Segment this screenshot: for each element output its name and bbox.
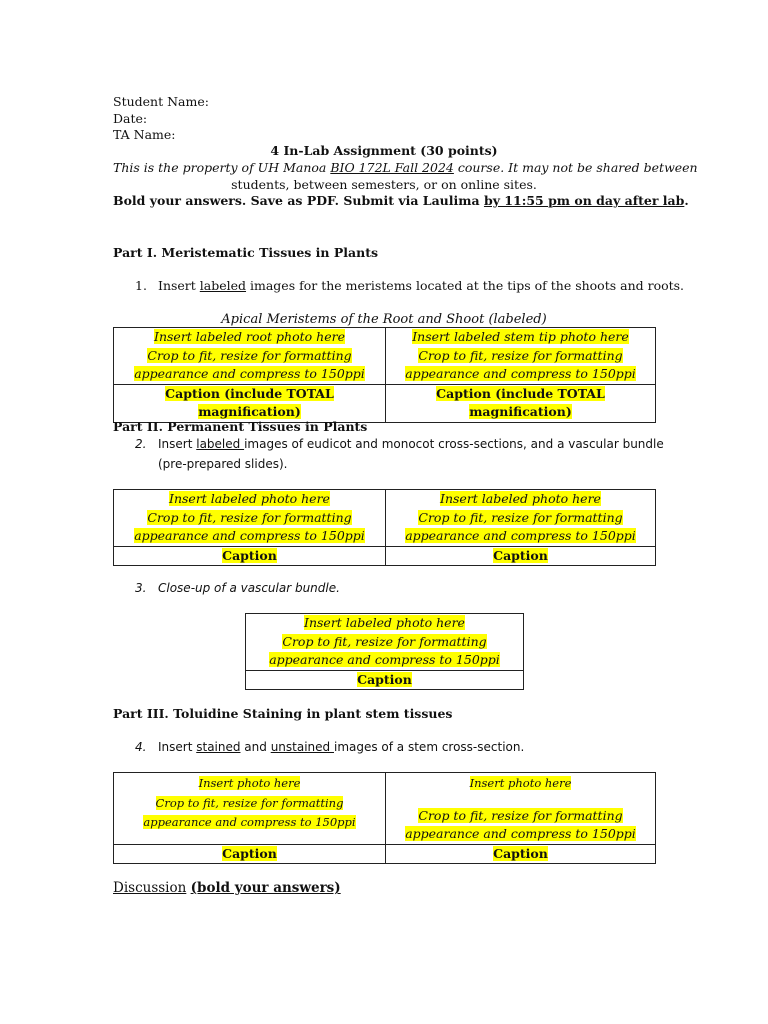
vascular-bundle-photo-cell[interactable]: Insert labeled photo here Crop to fit, resize for formatting appearance and compress to 150ppi [246,614,524,671]
unstained-caption-cell[interactable]: Caption [386,844,656,864]
part2-item2: 2. Insert labeled images of eudicot and monocot cross-sections, and a vascular bundle [135,437,664,451]
student-name-label: Student Name: [113,94,209,109]
part1-table-title: Apical Meristems of the Root and Shoot (labeled) [221,312,547,327]
part1-item1: 1. Insert labeled images for the meristems located at the tips of the shoots and roots. [135,278,685,293]
stem-tip-photo-cell[interactable]: Insert labeled stem tip photo here Crop to fit, resize for formatting appearance and compress to 150ppi [386,328,656,385]
part2-item3: 3. Close-up of a vascular bundle. [135,581,340,595]
discussion-heading: Discussion (bold your answers) [113,880,341,896]
assignment-title: 4 In-Lab Assignment (30 points) [270,143,498,158]
property-notice: This is the property of UH Manoa BIO 172L Fall 2024 course. It may not be shared between [113,160,698,175]
unstained-photo-cell[interactable]: Insert photo here Crop to fit, resize for formatting appearance and compress to 150ppi [386,773,656,845]
part3-heading: Part III. Toluidine Staining in plant stem tissues [113,706,453,721]
deadline: by 11:55 pm on day after lab [483,193,685,208]
property-notice-line2: students, between semesters, or on online sites. [231,177,537,192]
cross-section-photo-cell-left[interactable]: Insert labeled photo here Crop to fit, resize for formatting appearance and compress to 150ppi [114,490,386,547]
cross-section-caption-left[interactable]: Caption [114,546,386,566]
root-caption-cell[interactable]: Caption (include TOTAL magnification) [114,384,386,422]
part1-heading: Part I. Meristematic Tissues in Plants [113,245,379,260]
cross-section-caption-right[interactable]: Caption [386,546,656,566]
part2-photo-table [113,489,656,566]
root-photo-cell[interactable]: Insert labeled root photo here Crop to fit, resize for formatting appearance and compress to 150ppi [114,328,386,385]
ta-name-label: TA Name: [113,127,176,142]
vascular-bundle-table [245,613,524,690]
part2-heading: Part II. Permanent Tissues in Plants [113,419,368,434]
stained-caption-cell[interactable]: Caption [114,844,386,864]
course-name: BIO 172L Fall 2024 [330,160,454,175]
stained-photo-cell[interactable]: Insert photo here Crop to fit, resize for formatting appearance and compress to 150ppi [114,773,386,845]
part1-photo-table [113,327,656,423]
part2-item2-line2: (pre-prepared slides). [158,457,288,471]
part3-photo-table [113,772,656,864]
submission-instructions: Bold your answers. Save as PDF. Submit via Laulima by 11:55 pm on day after lab. [113,193,689,208]
vascular-bundle-caption-cell[interactable]: Caption [246,670,524,690]
cross-section-photo-cell-right[interactable]: Insert labeled photo here Crop to fit, resize for formatting appearance and compress to 150ppi [386,490,656,547]
part3-item4: 4. Insert stained and unstained images of a stem cross-section. [135,740,525,754]
date-label: Date: [113,111,148,126]
stem-tip-caption-cell[interactable]: Caption (include TOTAL magnification) [386,384,656,422]
